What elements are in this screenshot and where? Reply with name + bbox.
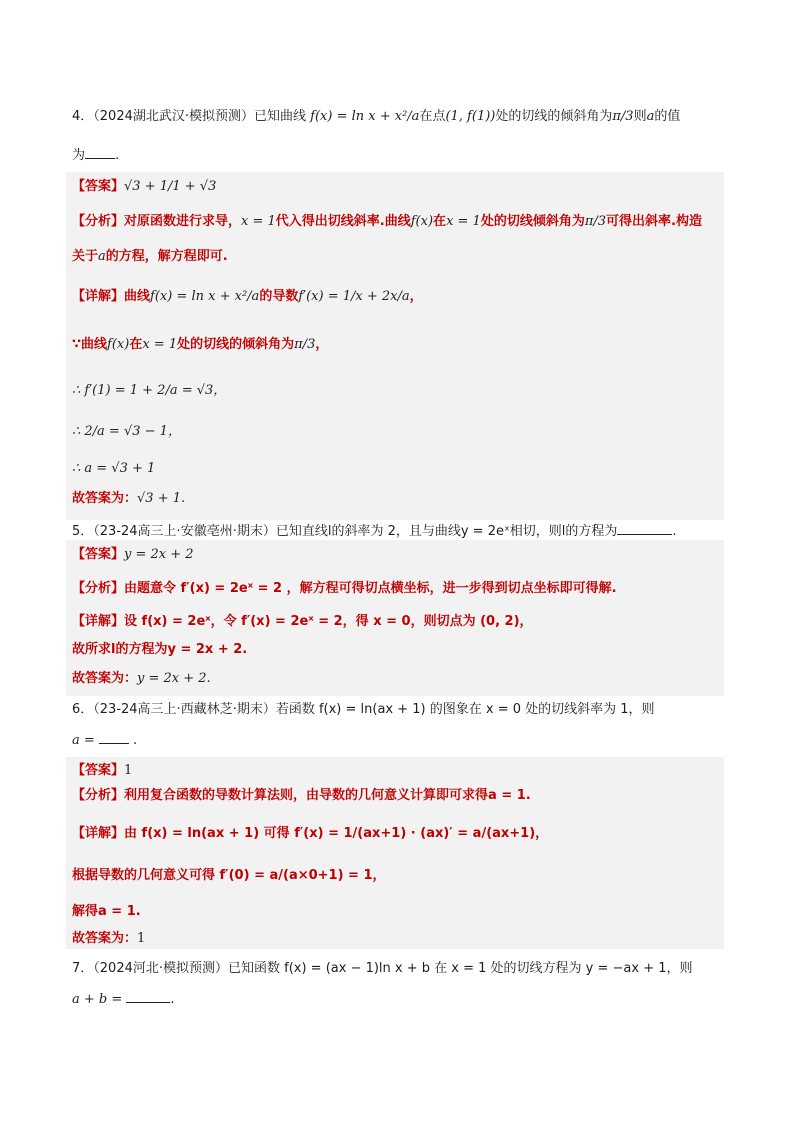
answer-value: 1 xyxy=(124,763,133,778)
detail-text: ∵曲线 xyxy=(72,337,108,352)
math-expression: x = 1 xyxy=(142,337,178,352)
question-7-stem-line2: a + b = . xyxy=(72,992,175,1007)
answer-value: √3 + 1/1 + √3 xyxy=(124,179,217,194)
detail-text: 在 xyxy=(129,337,143,352)
detail-step-4 xyxy=(72,460,722,478)
analysis-line xyxy=(72,787,722,805)
detail-step-1: ∵曲线f(x)在x = 1处的切线的倾斜角为π/3， xyxy=(72,337,329,352)
question-number: 6． xyxy=(72,702,94,717)
detail-step-2 xyxy=(72,903,722,921)
stem-text: 的值 xyxy=(654,109,681,124)
answer-value: y = 2x + 2 xyxy=(124,547,194,562)
conclusion-text: 故答案为： xyxy=(72,931,138,946)
answer-line xyxy=(72,178,722,196)
detail-text: 解得a = 1. xyxy=(72,904,141,919)
math-expression: f(x) = ln x + x²/a xyxy=(150,289,260,304)
analysis-text: 代入得出切线斜率.曲线 xyxy=(275,214,411,229)
detail-step-1 xyxy=(72,641,722,659)
conclusion-line xyxy=(72,930,722,948)
stem-text: 处的切线的倾斜角为 xyxy=(495,109,613,124)
answer-tag: 【答案】 xyxy=(72,763,125,778)
answer-blank xyxy=(99,731,129,744)
analysis-text: 在 xyxy=(433,214,447,229)
detail-step-2 xyxy=(72,382,722,400)
analysis-text: 可得出斜率.构造 xyxy=(606,214,702,229)
detail-line: 【详解】曲线f(x) = ln x + x²/a的导数f′(x) = 1/x + 2x/a， xyxy=(72,289,423,304)
question-source: （2024湖北武汉·模拟预测） xyxy=(93,109,254,124)
stem-text: 若函数 f(x) = ln(ax + 1) 的图象在 x = 0 处的切线斜率为 1，则 xyxy=(275,702,655,717)
question-6-stem xyxy=(72,701,732,719)
conclusion-text: 故答案为： xyxy=(72,671,138,686)
detail-text: 根据导数的几何意义可得 f′(0) = a/(a×0+1) = 1， xyxy=(72,868,386,883)
math-variable: a xyxy=(98,249,106,264)
answer-line xyxy=(72,762,722,780)
conclusion-value: y = 2x + 2. xyxy=(137,671,211,686)
analysis-line-2 xyxy=(72,248,722,266)
stem-text: 已知函数 f(x) = (ax − 1)ln x + b 在 x = 1 处的切线方程为 y = −ax + 1，则 xyxy=(228,961,693,976)
analysis-text: 利用复合函数的导数计算法则，由导数的几何意义计算即可求得a = 1. xyxy=(124,788,531,803)
math-expression: f(x) xyxy=(410,214,434,229)
analysis-text: 处的切线倾斜角为 xyxy=(480,214,585,229)
conclusion-value: 1 xyxy=(137,931,146,946)
question-number: 7． xyxy=(72,961,94,976)
conclusion-line xyxy=(72,670,722,688)
stem-text: 已知直线l的斜率为 2，且与曲线y = 2eˣ相切，则l的方程为 xyxy=(275,524,618,539)
math-expression: f(x) = ln x + x²/a xyxy=(310,109,420,124)
stem-text: 为 xyxy=(72,148,86,163)
question-4-stem-line2: 为 . xyxy=(72,148,120,163)
answer-tag: 【答案】 xyxy=(72,179,125,194)
answer-blank xyxy=(85,146,115,159)
stem-text: 则 xyxy=(633,109,647,124)
question-5-stem: 5．（23-24高三上·安徽亳州·期末）已知直线l的斜率为 2，且与曲线y = 2eˣ相切，则l的方程为 . xyxy=(72,524,677,539)
detail-tag: 【详解】 xyxy=(72,614,125,629)
math-expression: x = 1 xyxy=(446,214,481,229)
analysis-tag: 【分析】 xyxy=(72,581,125,596)
math-expression: f′(x) = 1/x + 2x/a xyxy=(298,289,410,304)
analysis-tag: 【分析】 xyxy=(72,788,125,803)
question-number: 4． xyxy=(72,109,94,124)
detail-text: 处的切线的倾斜角为 xyxy=(177,337,295,352)
analysis-line xyxy=(72,213,722,231)
math-expression: π/3 xyxy=(612,109,634,124)
math-expression: a = xyxy=(72,733,95,748)
analysis-text: 的方程，解方程即可. xyxy=(105,249,228,264)
analysis-text: 由题意令 f′(x) = 2eˣ = 2 ，解方程可得切点横坐标，进一步得到切点坐标即可得解. xyxy=(124,581,617,596)
detail-text: 故所求l的方程为y = 2x + 2. xyxy=(72,642,248,657)
question-number: 5． xyxy=(72,524,94,539)
detail-text: 设 f(x) = 2eˣ，令 f′(x) = 2eˣ = 2，得 x = 0，则切点为 (0, 2)， xyxy=(124,614,533,629)
detail-tag: 【详解】 xyxy=(72,289,125,304)
analysis-text: 对原函数进行求导， xyxy=(124,214,242,229)
question-source: （2024河北·模拟预测） xyxy=(93,961,228,976)
answer-tag: 【答案】 xyxy=(72,547,125,562)
detail-line xyxy=(72,825,722,843)
math-expression: (1, f(1)) xyxy=(445,109,496,124)
detail-step-3 xyxy=(72,423,722,441)
analysis-tag: 【分析】 xyxy=(72,214,125,229)
conclusion-line xyxy=(72,490,722,508)
question-source: （23-24高三上·西藏林芝·期末） xyxy=(93,702,276,717)
detail-tag: 【详解】 xyxy=(72,826,125,841)
analysis-line xyxy=(72,580,722,598)
math-expression: f(x) xyxy=(107,337,130,352)
math-expression: ∴ a = √3 + 1 xyxy=(72,461,156,476)
question-6-stem-line2: a = . xyxy=(72,733,138,748)
math-variable: a xyxy=(646,109,655,124)
analysis-text: 关于 xyxy=(72,249,99,264)
detail-text: 的导数 xyxy=(259,289,299,304)
math-expression: ∴ f′(1) = 1 + 2/a = √3， xyxy=(72,383,227,398)
math-expression: a + b = xyxy=(72,992,123,1007)
detail-line xyxy=(72,613,722,631)
answer-blank xyxy=(617,522,672,535)
math-expression: π/3 xyxy=(294,337,316,352)
detail-step-1 xyxy=(72,867,722,885)
detail-text: 由 f(x) = ln(ax + 1) 可得 f′(x) = 1/(ax+1) · (ax)′ = a/(ax+1)， xyxy=(124,826,549,841)
answer-line xyxy=(72,546,722,564)
stem-text: 在点 xyxy=(419,109,446,124)
question-4-stem xyxy=(72,108,732,126)
math-expression: π/3 xyxy=(584,214,607,229)
stem-text: 已知曲线 xyxy=(254,109,307,124)
answer-blank xyxy=(126,990,170,1003)
math-expression: x = 1 xyxy=(241,214,276,229)
question-source: （23-24高三上·安徽亳州·期末） xyxy=(93,524,276,539)
question-7-stem xyxy=(72,960,732,978)
detail-text: 曲线 xyxy=(124,289,151,304)
conclusion-text: 故答案为： xyxy=(72,491,138,506)
math-expression: ∴ 2/a = √3 − 1， xyxy=(72,424,181,439)
conclusion-value: √3 + 1. xyxy=(137,491,186,506)
